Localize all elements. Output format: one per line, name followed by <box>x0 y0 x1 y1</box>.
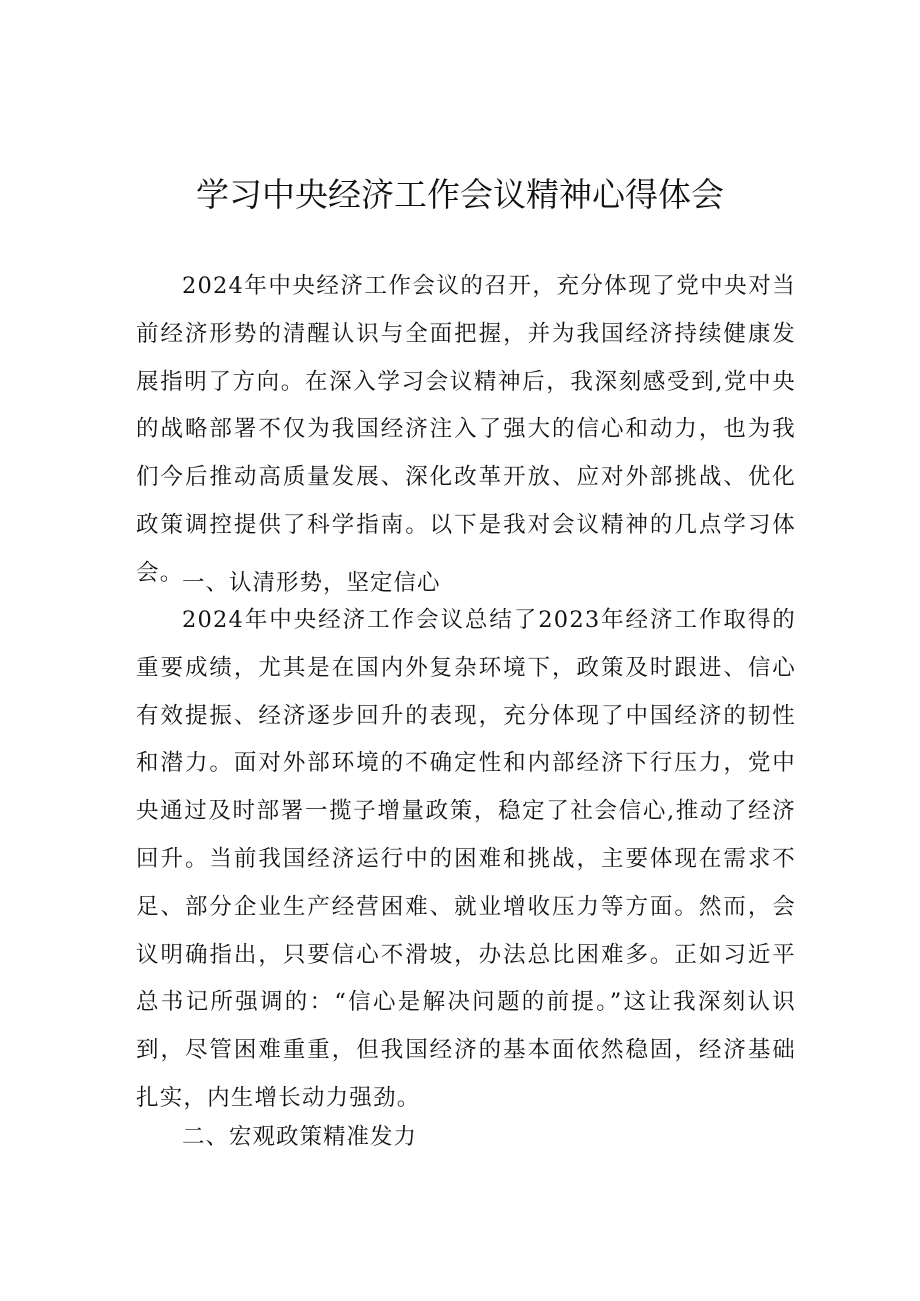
document-title: 学习中央经济工作会议精神心得体会 <box>196 175 724 214</box>
section-1-paragraph: 2024年中央经济工作会议总结了2023年经济工作取得的重要成绩，尤其是在国内外复杂环境下，政策及时跟进、信心有效提振、经济逐步回升的表现，充分体现了中国经济的韧性和潜力。面对外部环境的不确定性和内部经济下行压力，党中央通过及时部署一揽子增量政策，稳定了社会信心,推动了经济回升。当前我国经济运行中的困难和挑战，主要体现在需求不足、部分企业生产经营困难、就业增收压力等方面。然而，会议明确指出，只要信心不滑坡，办法总比困难多。正如习近平总书记所强调的：“信心是解决问题的前提。”这让我深刻认识到，尽管困难重重，但我国经济的基本面依然稳固，经济基础扎实，内生增长动力强劲。 <box>136 607 796 1111</box>
section-heading-2: 二、宏观政策精准发力 <box>182 1124 418 1150</box>
intro-paragraph: 2024年中央经济工作会议的召开，充分体现了党中央对当前经济形势的清醒认识与全面把握，并为我国经济持续健康发展指明了方向。在深入学习会议精神后，我深刻感受到,党中央的战略部署不仅为我国经济注入了强大的信心和动力，也为我们今后推动高质量发展、深化改革开放、应对外部挑战、优化政策调控提供了科学指南。以下是我对会议精神的几点学习体会。 <box>136 273 796 586</box>
section-heading-1: 一、认清形势，坚定信心 <box>182 570 441 596</box>
